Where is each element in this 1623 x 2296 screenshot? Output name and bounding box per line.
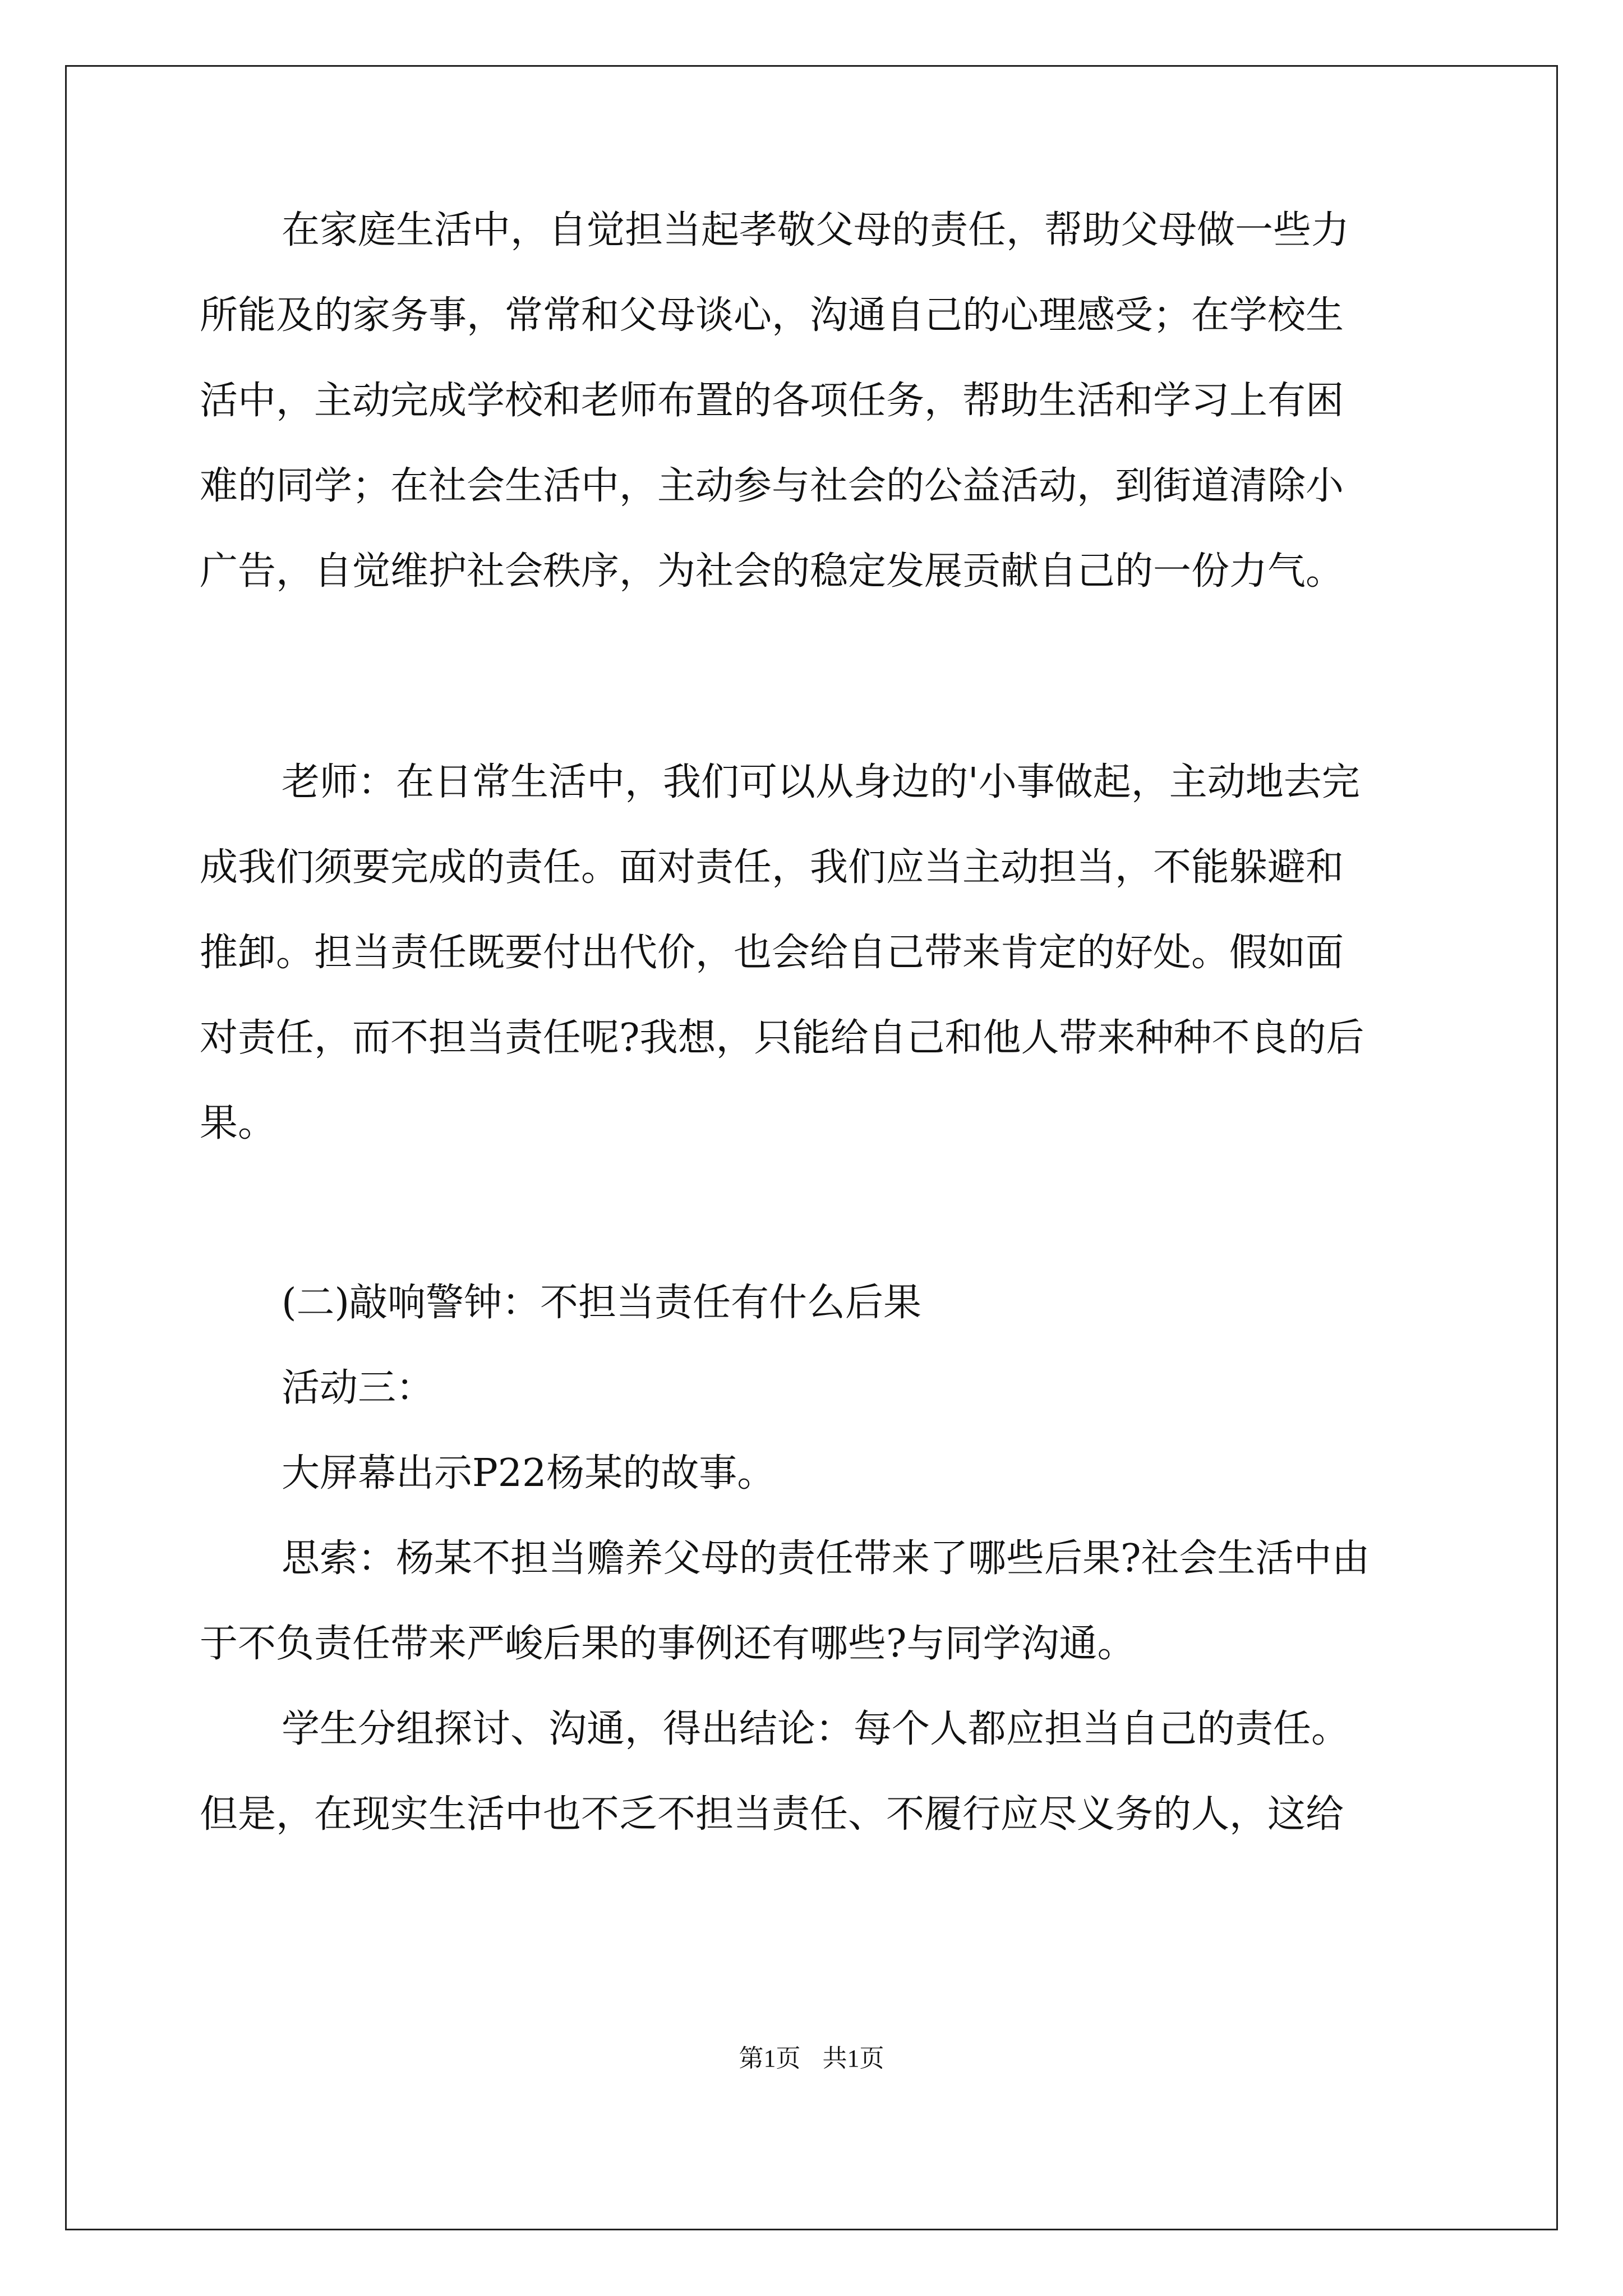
paragraph-line: 在家庭生活中，自觉担当起孝敬父母的责任，帮助父母做一些力 [282, 208, 1350, 252]
paragraph-line: 于不负责任带来严峻后果的事例还有哪些?与同学沟通。 [200, 1622, 1136, 1666]
paragraph-line: 所能及的家务事，常常和父母谈心，沟通自己的心理感受；在学校生 [200, 293, 1344, 338]
paragraph-line: 思索：杨某不担当赡养父母的责任带来了哪些后果?社会生活中由 [282, 1536, 1370, 1581]
page-footer [0, 2042, 1623, 2076]
paragraph-line: 果。 [200, 1101, 276, 1145]
paragraph-line: 大屏幕出示P22杨某的故事。 [282, 1451, 776, 1496]
paragraph-line: 广告，自觉维护社会秩序，为社会的稳定发展贡献自己的一份力气。 [200, 549, 1344, 593]
paragraph-line: 学生分组探讨、沟通，得出结论：每个人都应担当自己的责任。 [282, 1707, 1350, 1751]
section-heading: (二)敲响警钟：不担当责任有什么后果 [282, 1281, 922, 1325]
paragraph-line: 活中，主动完成学校和老师布置的各项任务，帮助生活和学习上有困 [200, 379, 1344, 423]
page-total: 共1页 [822, 2045, 884, 2072]
paragraph-line: 成我们须要完成的责任。面对责任，我们应当主动担当，不能躲避和 [200, 845, 1344, 890]
paragraph-line: 推卸。担当责任既要付出代价，也会给自己带来肯定的好处。假如面 [200, 931, 1344, 975]
paragraph-line: 但是，在现实生活中也不乏不担当责任、不履行应尽义务的人，这给 [200, 1792, 1344, 1837]
activity-heading: 活动三： [282, 1366, 435, 1410]
paragraph-line: 老师：在日常生活中，我们可以从身边的'小事做起，主动地去完 [282, 760, 1360, 804]
page-number: 第1页 [739, 2045, 801, 2072]
paragraph-line: 难的同学；在社会生活中，主动参与社会的公益活动，到街道清除小 [200, 464, 1344, 508]
paragraph-line: 对责任，而不担当责任呢?我想，只能给自己和他人带来种种不良的后 [200, 1016, 1364, 1060]
